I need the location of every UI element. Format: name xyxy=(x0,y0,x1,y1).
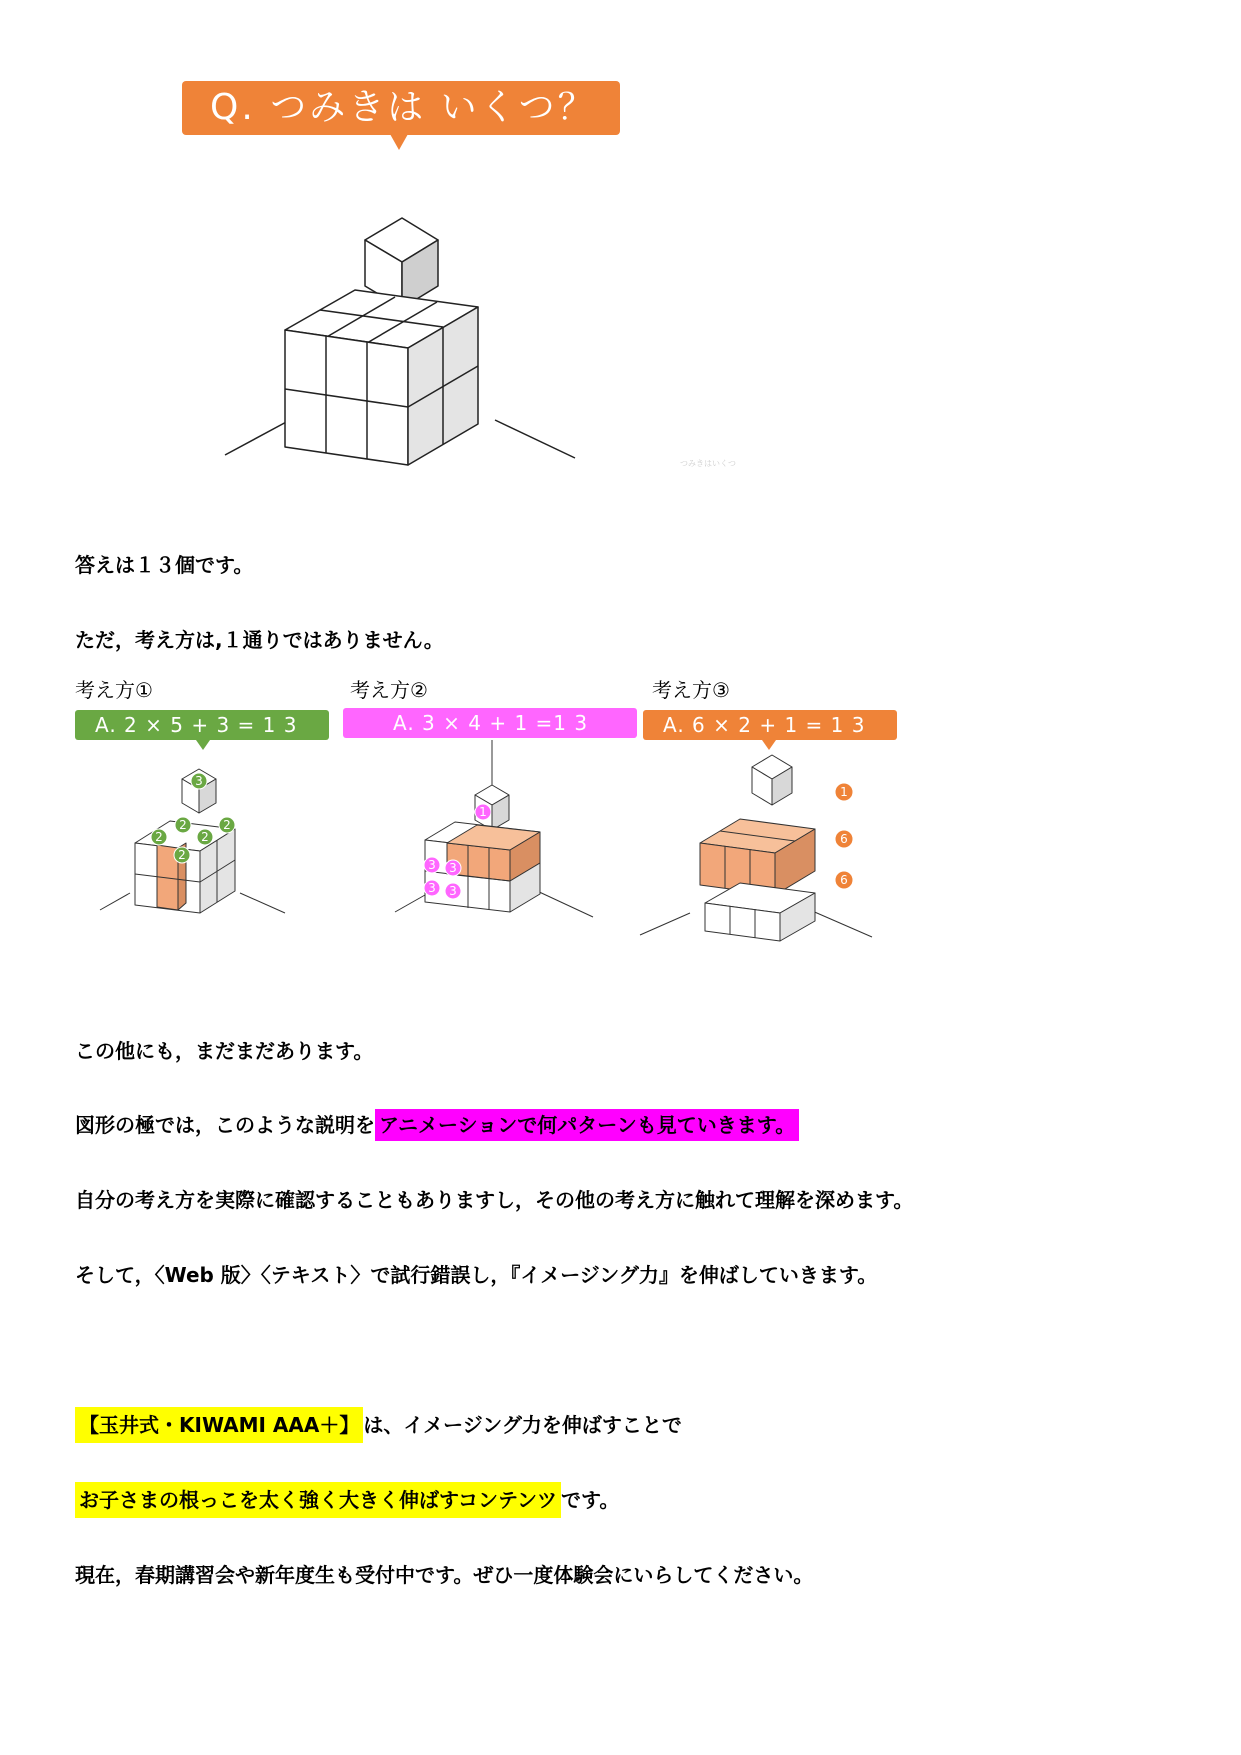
method-1-badge: 3 xyxy=(195,774,203,788)
method-1-label: 考え方① xyxy=(75,678,153,702)
note-paragraph: ただ，考え方は,１通りではありません。 xyxy=(75,628,444,652)
method-1-answer: A. 2 × 5 + 3 = 1 3 xyxy=(75,710,329,740)
enrollment-paragraph: 現在，春期講習会や新年度生も受付中です。ぜひ一度体験会にいらしてください。 xyxy=(75,1563,814,1587)
web-text-paragraph: そして，〈Web 版〉〈テキスト〉で試行錯誤し，『イメージング力』を伸ばしていきます。 xyxy=(75,1263,878,1287)
root-paragraph-text: です。 xyxy=(561,1488,620,1512)
method-3-answer: A. 6 × 2 + 1 = 1 3 xyxy=(643,710,897,740)
method-2-badge: 1 xyxy=(479,805,487,819)
method-2-answer: A. 3 × 4 + 1 =1 3 xyxy=(343,708,637,738)
method-1-badge: 2 xyxy=(223,818,231,832)
method-1-badge: 2 xyxy=(155,830,163,844)
method-3-badge: 6 xyxy=(840,873,848,887)
method-1-answer-tail xyxy=(196,740,210,750)
method-3-label: 考え方③ xyxy=(652,678,730,702)
method-2-badge: 3 xyxy=(428,881,436,895)
main-cube-figure xyxy=(0,0,1241,500)
method-1-badge: 2 xyxy=(179,818,187,832)
question-title: Q. つみきは いくつ？ xyxy=(210,87,597,128)
faint-caption: つみきはいくつ xyxy=(680,459,736,468)
kiwami-paragraph xyxy=(75,1411,682,1439)
method-3-badge: 6 xyxy=(840,832,848,846)
kiwami-highlight: 【玉井式・KIWAMI AAA＋】 xyxy=(75,1407,363,1443)
method-3-figure xyxy=(640,745,940,945)
answer-paragraph: 答えは１３個です。 xyxy=(75,553,254,577)
animation-paragraph-text: 図形の極では，このような説明を xyxy=(75,1113,375,1137)
method-2-label: 考え方② xyxy=(350,678,428,702)
method-2-badge: 3 xyxy=(428,858,436,872)
method-2-badge: 3 xyxy=(449,884,457,898)
own-thinking-paragraph: 自分の考え方を実際に確認することもありますし，その他の考え方に触れて理解を深めます。 xyxy=(75,1188,914,1212)
animation-paragraph xyxy=(75,1111,799,1139)
method-3-badge: 1 xyxy=(840,785,848,799)
method-1-badge: 2 xyxy=(178,848,186,862)
more-paragraph: この他にも，まだまだあります。 xyxy=(75,1039,374,1063)
method-1-figure xyxy=(95,755,395,955)
root-paragraph xyxy=(75,1486,619,1514)
root-highlight: お子さまの根っこを太く強く大きく伸ばすコンテンツ xyxy=(75,1482,561,1518)
method-1-badge: 2 xyxy=(201,830,209,844)
animation-highlight: アニメーションで何パターンも見ていきます。 xyxy=(375,1109,799,1141)
method-2-badge: 3 xyxy=(449,861,457,875)
kiwami-paragraph-text: は、イメージング力を伸ばすことで xyxy=(363,1413,682,1437)
